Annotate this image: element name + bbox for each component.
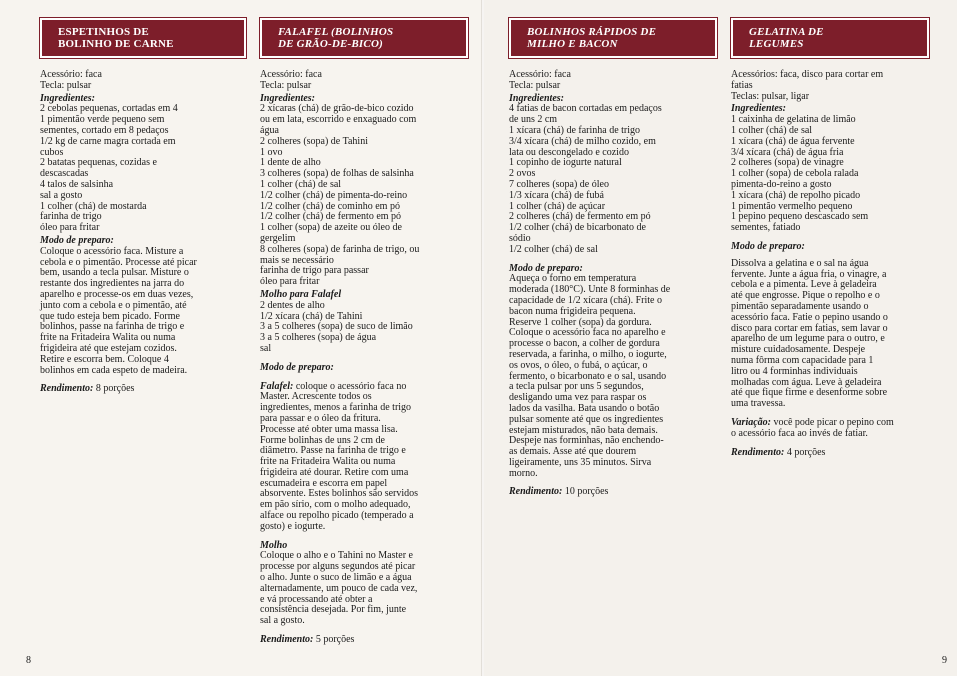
text-line: 1 xícara (chá) de repolho picado bbox=[731, 189, 861, 201]
text-line: 1 dente de alho bbox=[260, 157, 321, 169]
text-line: litro ou 4 forminhas individuais bbox=[731, 365, 858, 377]
text-line: sal a gosto bbox=[40, 189, 83, 201]
text-line: em pão sírio, com o molho adequado, bbox=[260, 499, 411, 511]
text-line: Reserve 1 colher (sopa) da gordura. bbox=[509, 316, 652, 328]
accessory-line: Acessório: faca bbox=[40, 69, 102, 80]
text-line: o acessório faca ao invés de fatiar. bbox=[731, 427, 868, 439]
text-line: 1/3 xícara (chá) de fubá bbox=[509, 189, 604, 201]
text-line: restante dos ingredientes na jarra do bbox=[40, 278, 185, 290]
text-line: pulsar somente até que os ingredientes bbox=[509, 413, 664, 425]
text-line: para passar e o óleo da fritura. bbox=[260, 412, 381, 424]
text-line: de uns 2 cm bbox=[509, 114, 558, 126]
text-line: 1 pimentão vermelho pequeno bbox=[731, 200, 853, 212]
text-line: as demais. Asse até que dourem bbox=[509, 446, 637, 458]
method-heading: Modo de preparo: bbox=[509, 262, 583, 274]
text-line: Dissolva a gelatina e o sal na água bbox=[731, 257, 869, 269]
text-line: 1 colher (sopa) de azeite ou óleo de bbox=[260, 222, 402, 234]
recipe-falafel bbox=[260, 18, 470, 646]
key-line: Tecla: pulsar bbox=[260, 79, 312, 91]
sauce-heading: Molho para Falafel bbox=[260, 288, 342, 300]
text-line: junto com a cebola e o pimentão, até bbox=[40, 299, 187, 311]
ingredients-list bbox=[40, 104, 245, 234]
recipe-title-line: BOLINHOS RÁPIDOS DE bbox=[527, 26, 657, 38]
falafel-method-text bbox=[260, 392, 470, 532]
recipe-title-line: BOLINHO DE CARNE bbox=[58, 38, 174, 50]
ingredients-list bbox=[509, 104, 714, 255]
method-text bbox=[40, 247, 245, 377]
text-line: 3/4 xícara (chá) de água fria bbox=[731, 146, 844, 158]
text-line: 2 cebolas pequenas, cortadas em 4 bbox=[40, 103, 178, 115]
recipe-title-line: ESPETINHOS DE bbox=[58, 26, 149, 38]
text-line: 2 dentes de alho bbox=[260, 299, 325, 311]
recipe-bolinhos-milho bbox=[509, 18, 714, 498]
ingredients-heading: Ingredientes: bbox=[40, 92, 95, 104]
text-line: processe por alguns segundos até picar bbox=[260, 561, 416, 573]
text-line: frite na Fritadeira Walita ou numa bbox=[260, 456, 396, 468]
text-line: 8 colheres (sopa) de farinha de trigo, ou bbox=[260, 243, 420, 255]
text-line: e vá processando até obter a bbox=[260, 593, 373, 605]
falafel-label: Falafel: bbox=[260, 380, 294, 392]
text-line: bolinhos, passe na farinha de trigo e bbox=[40, 321, 185, 333]
text-line: Retire e escorra bem. Coloque 4 bbox=[40, 353, 169, 365]
text-line: moderada (180°C). Unte 8 forminhas de bbox=[509, 284, 671, 296]
text-line: 4 fatias de bacon cortadas em pedaços bbox=[509, 103, 662, 115]
text-line: 1 xícara (chá) de água fervente bbox=[731, 135, 855, 147]
text-line: cebola e a pimenta. Leve à geladeira bbox=[731, 279, 877, 291]
text-line: capacidade de 1/2 xícara (chá). Frite o bbox=[509, 294, 662, 306]
text-line: Coloque o acessório faca. Misture a bbox=[40, 245, 184, 257]
text-line: gosto) e iogurte. bbox=[260, 520, 326, 532]
yield-value: 10 porções bbox=[564, 486, 609, 498]
text-line: morno. bbox=[509, 467, 538, 479]
ingredients-heading: Ingredientes: bbox=[509, 92, 564, 104]
text-line: 1 caixinha de gelatina de limão bbox=[731, 114, 856, 126]
yield-value: 5 porções bbox=[315, 634, 355, 646]
molho-method-text bbox=[260, 551, 470, 627]
text-line: 2 colheres (sopa) de vinagre bbox=[731, 157, 844, 169]
text-line: 1 colher (sopa) de cebola ralada bbox=[731, 168, 859, 180]
text-line: 1 xícara (chá) de farinha de trigo bbox=[509, 124, 641, 136]
text-line: que tudo esteja bem picado. Forme bbox=[40, 310, 180, 322]
variation-text bbox=[731, 429, 941, 440]
recipe-body bbox=[731, 70, 941, 458]
text-line: Coloque o alho e o Tahini no Master e bbox=[260, 550, 413, 562]
text-line: cebola e o pimentão. Processe até picar bbox=[40, 256, 197, 268]
text-line: desligando uma vez para raspar os bbox=[509, 392, 647, 404]
yield-line bbox=[40, 384, 245, 395]
text-line: 1/2 colher (chá) de pimenta-do-reino bbox=[260, 189, 408, 201]
text-line: aparelho de um legume para o outro, e bbox=[731, 333, 885, 345]
text-line: 1 colher (chá) de sal bbox=[260, 178, 342, 190]
recipe-title-banner bbox=[731, 18, 929, 58]
text-line: bacon numa frigideira pequena. bbox=[509, 305, 636, 317]
recipe-title-line: FALAFEL (BOLINHOS bbox=[278, 26, 394, 38]
text-line: 3 a 5 colheres (sopa) de água bbox=[260, 332, 377, 344]
accessory-line-cont: fatias bbox=[731, 79, 753, 91]
text-line: cubos bbox=[40, 146, 64, 158]
yield-label: Rendimento: bbox=[509, 486, 563, 498]
text-line: 1 pepino pequeno descascado sem bbox=[731, 211, 869, 223]
text-line: alface ou repolho picado (temperado a bbox=[260, 510, 414, 522]
text-line: 1/2 kg de carne magra cortada em bbox=[40, 135, 176, 147]
text-line: 1 pimentão verde pequeno sem bbox=[40, 114, 165, 126]
text-line: numa fôrma com capacidade para 1 bbox=[731, 354, 874, 366]
recipe-body bbox=[509, 70, 714, 498]
text-line: descascadas bbox=[40, 168, 89, 180]
text-line: lados da vasilha. Bata usando o botão bbox=[509, 402, 660, 414]
key-line: Tecla: pulsar bbox=[40, 79, 92, 91]
yield-line bbox=[260, 635, 470, 646]
ingredients-heading: Ingredientes: bbox=[260, 92, 315, 104]
sauce-ingredients-list bbox=[260, 301, 470, 355]
text-line: estejam misturados, não bata demais. bbox=[509, 424, 658, 436]
text-line: óleo para fritar bbox=[40, 222, 100, 234]
ingredients-list bbox=[731, 115, 941, 234]
text-line: 1/2 colher (chá) de sal bbox=[509, 243, 598, 255]
text-line: escumadeira e escorra em papel bbox=[260, 477, 388, 489]
text-line: sal bbox=[260, 342, 272, 354]
text-line: 7 colheres (sopa) de óleo bbox=[509, 178, 609, 190]
text-line: disco para cortar em fatias, sem lavar o bbox=[731, 322, 888, 334]
yield-line bbox=[731, 448, 941, 459]
text-line: gergelim bbox=[260, 232, 296, 244]
text-line: 1 colher (chá) de sal bbox=[731, 124, 813, 136]
text-line: molhadas com água. Leve à geladeira bbox=[731, 376, 882, 388]
method-heading: Modo de preparo: bbox=[40, 234, 114, 246]
variation-label: Variação: bbox=[731, 416, 771, 428]
text-line: mais se necessário bbox=[260, 254, 334, 266]
text-line: frigideira até dourar. Retire com uma bbox=[260, 466, 409, 478]
text-line: frite na Fritadeira Walita ou numa bbox=[40, 332, 176, 344]
variation-first-text: você pode picar o pepino com bbox=[771, 416, 894, 428]
text-line: 2 batatas pequenas, cozidas e bbox=[40, 157, 157, 169]
accessory-line: Acessório: faca bbox=[509, 69, 571, 80]
text-line: bem, usando a tecla pulsar. Misture o bbox=[40, 267, 189, 279]
text-line: alternadamente, um pouco de cada vez, bbox=[260, 582, 418, 594]
text-line: 3/4 xícara (chá) de milho cozido, em bbox=[509, 135, 656, 147]
recipe-body bbox=[40, 70, 245, 395]
text-line: até que engrosse. Pique o repolho e o bbox=[731, 290, 880, 302]
text-line: 1/2 colher (chá) de cominho em pó bbox=[260, 200, 400, 212]
text-line: até que fique firme e desenforme sobre bbox=[731, 387, 888, 399]
text-line: lata ou descongelado e cozido bbox=[509, 146, 629, 158]
yield-label: Rendimento: bbox=[40, 383, 94, 395]
recipe-title-line: MILHO E BACON bbox=[527, 38, 618, 50]
recipe-title-banner bbox=[40, 18, 246, 58]
text-line: consistência desejada. Por fim, junte bbox=[260, 604, 407, 616]
text-line: Processe até obter uma massa lisa. bbox=[260, 423, 398, 435]
falafel-first-text: coloque o acessório faca no bbox=[293, 380, 407, 392]
text-line: 1 copinho de iogurte natural bbox=[509, 157, 622, 169]
text-line: processe o bacon, a colher de gordura bbox=[509, 338, 660, 350]
text-line: Coloque o acessório faca no aparelho e bbox=[509, 327, 666, 339]
text-line: ligeiramente, uns 35 minutos. Sirva bbox=[509, 456, 652, 468]
page-number: 8 bbox=[26, 655, 31, 666]
text-line: diâmetro. Passe na farinha de trigo e bbox=[260, 445, 406, 457]
text-line: 1 ovo bbox=[260, 146, 283, 158]
text-line: 1/2 colher (chá) de fermento em pó bbox=[260, 211, 402, 223]
text-line: 1 colher (chá) de açúcar bbox=[509, 200, 606, 212]
text-line: pimenta-do-reino a gosto bbox=[731, 178, 832, 190]
text-line: óleo para fritar bbox=[260, 276, 320, 288]
text-line: farinha de trigo para passar bbox=[260, 265, 369, 277]
text-line: 1/2 colher (chá) de bicarbonato de bbox=[509, 222, 646, 234]
recipe-espetinhos bbox=[40, 18, 245, 395]
text-line: fervente. Junte a água fria, o vinagre, a bbox=[731, 268, 887, 280]
text-line: misture cuidadosamente. Despeje bbox=[731, 344, 866, 356]
text-line: 2 colheres (sopa) de Tahini bbox=[260, 135, 368, 147]
text-line: reservada, a farinha, o milho, o iogurte, bbox=[509, 348, 667, 360]
text-line: sal a gosto. bbox=[260, 615, 305, 627]
text-line: 3 a 5 colheres (sopa) de suco de limão bbox=[260, 321, 413, 333]
text-line: sementes, fatiado bbox=[731, 222, 801, 234]
text-line: farinha de trigo bbox=[40, 211, 102, 223]
text-line: os ovos, o óleo, o fubá, o açúcar, o bbox=[509, 359, 648, 371]
text-line: acessório faca. Fatie o pepino usando o bbox=[731, 311, 888, 323]
recipe-gelatina bbox=[731, 18, 941, 458]
text-line: aparelho e processe-os em duas vezes, bbox=[40, 288, 194, 300]
text-line: Forme bolinhas de uns 2 cm de bbox=[260, 434, 385, 446]
accessory-line: Acessórios: faca, disco para cortar em bbox=[731, 69, 884, 80]
text-line: sementes, cortado em 8 pedaços bbox=[40, 124, 169, 136]
right-page bbox=[484, 0, 957, 676]
key-line: Tecla: pulsar bbox=[509, 79, 561, 91]
text-line: pimentão separadamente usando o bbox=[731, 300, 869, 312]
text-line: 2 colheres (chá) de fermento em pó bbox=[509, 211, 651, 223]
text-line: 2 xícaras (chá) de grão-de-bico cozido bbox=[260, 103, 414, 115]
text-line: água bbox=[260, 124, 279, 136]
method-text bbox=[731, 259, 941, 410]
recipe-title-banner bbox=[260, 18, 468, 58]
method-text bbox=[509, 274, 714, 479]
text-line: frigideira até que estejam cozidos. bbox=[40, 342, 177, 354]
text-line: 3 colheres (sopa) de folhas de salsinha bbox=[260, 168, 414, 180]
recipe-title-line: DE GRÃO-DE-BICO) bbox=[278, 38, 383, 50]
text-line: absorvente. Estes bolinhos são servidos bbox=[260, 488, 419, 500]
recipe-title-line: GELATINA DE bbox=[749, 26, 824, 38]
method-heading: Modo de preparo: bbox=[731, 240, 805, 252]
text-line: sódio bbox=[509, 232, 531, 244]
yield-label: Rendimento: bbox=[260, 634, 314, 646]
page-number: 9 bbox=[942, 655, 947, 666]
ingredients-list bbox=[260, 104, 470, 288]
text-line: ou em lata, escorrido e enxaguado com bbox=[260, 114, 417, 126]
yield-line bbox=[509, 487, 714, 498]
text-line: a tecla pulsar por uns 5 segundos, bbox=[509, 381, 644, 393]
text-line: 4 talos de salsinha bbox=[40, 178, 114, 190]
key-line: Teclas: pulsar, ligar bbox=[731, 90, 810, 102]
text-line: 1 colher (chá) de mostarda bbox=[40, 200, 147, 212]
recipe-body bbox=[260, 70, 470, 646]
text-line: 2 ovos bbox=[509, 168, 536, 180]
ingredients-heading: Ingredientes: bbox=[731, 103, 786, 115]
text-line: fermento, o bicarbonato e o sal, usando bbox=[509, 370, 667, 382]
text-line: Master. Acrescente todos os bbox=[260, 391, 372, 403]
text-line: ingredientes, menos a farinha de trigo bbox=[260, 402, 412, 414]
text-line: uma travessa. bbox=[731, 398, 786, 410]
recipe-title-line: LEGUMES bbox=[749, 38, 804, 50]
yield-value: 8 porções bbox=[95, 383, 135, 395]
text-line: bolinhos em cada espeto de madeira. bbox=[40, 364, 188, 376]
accessory-line: Acessório: faca bbox=[260, 69, 322, 80]
recipe-title-banner bbox=[509, 18, 717, 58]
yield-value: 4 porções bbox=[786, 446, 826, 458]
molho-heading: Molho bbox=[260, 539, 288, 551]
text-line: o alho. Junte o suco de limão e a água bbox=[260, 572, 412, 584]
text-line: 1/2 xícara (chá) de Tahini bbox=[260, 310, 363, 322]
method-heading: Modo de preparo: bbox=[260, 361, 334, 373]
yield-label: Rendimento: bbox=[731, 446, 785, 458]
text-line: Aqueça o forno em temperatura bbox=[509, 273, 637, 285]
text-line: Despeje nas forminhas, não enchendo- bbox=[509, 435, 664, 447]
